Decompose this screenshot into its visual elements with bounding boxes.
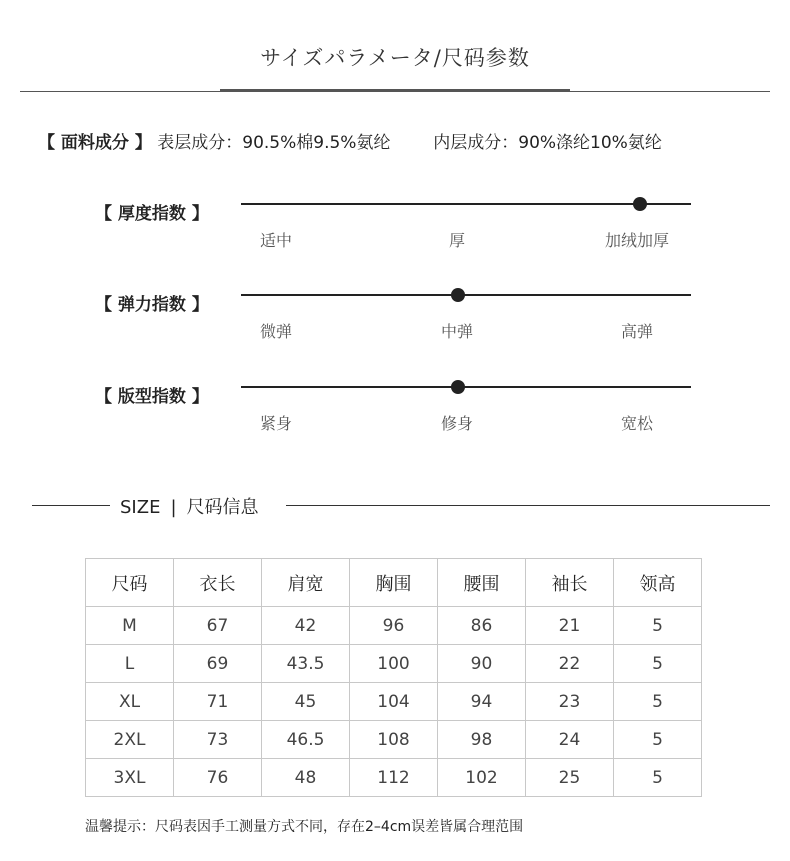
thickness-tick-high: 加绒加厚 bbox=[604, 231, 669, 250]
table-cell: 5 bbox=[614, 607, 702, 645]
fit-scale-line bbox=[241, 386, 691, 388]
size-heading-rule-right bbox=[286, 505, 770, 506]
table-cell: 100 bbox=[350, 645, 438, 683]
table-cell: XL bbox=[86, 683, 174, 721]
table-cell: 23 bbox=[526, 683, 614, 721]
table-cell: L bbox=[86, 645, 174, 683]
thickness-scale-line bbox=[241, 203, 691, 205]
table-cell: 90 bbox=[438, 645, 526, 683]
fabric-composition bbox=[38, 128, 662, 153]
table-cell: 25 bbox=[526, 759, 614, 797]
table-cell: 71 bbox=[174, 683, 262, 721]
fit-tick-low: 紧身 bbox=[259, 414, 292, 433]
table-row bbox=[86, 759, 702, 797]
size-table bbox=[85, 558, 702, 797]
table-cell: 67 bbox=[174, 607, 262, 645]
table-cell: M bbox=[86, 607, 174, 645]
table-cell: 46.5 bbox=[262, 721, 350, 759]
measurement-note: 温馨提示：尺码表因手工测量方式不同，存在2–4cm误差皆属合理范围 bbox=[85, 819, 524, 835]
fabric-outer: 表层成分：90.5%棉9.5%氨纶 bbox=[157, 133, 391, 153]
thickness-tick-mid: 厚 bbox=[448, 231, 465, 250]
fabric-label: 【 面料成分 】 bbox=[38, 133, 152, 153]
header-cell: 尺码 bbox=[86, 559, 174, 607]
elasticity-tick-high: 高弹 bbox=[620, 322, 653, 341]
size-heading-en: SIZE bbox=[120, 497, 161, 518]
table-row bbox=[86, 645, 702, 683]
elasticity-indicator-dot bbox=[451, 288, 465, 302]
table-cell: 5 bbox=[614, 683, 702, 721]
page-title: サイズパラメータ/尺码参数 bbox=[260, 46, 530, 70]
table-cell: 94 bbox=[438, 683, 526, 721]
table-cell: 104 bbox=[350, 683, 438, 721]
table-cell: 102 bbox=[438, 759, 526, 797]
table-cell: 108 bbox=[350, 721, 438, 759]
table-cell: 5 bbox=[614, 759, 702, 797]
size-heading-rule-left bbox=[32, 505, 110, 506]
header-cell: 袖长 bbox=[526, 559, 614, 607]
header-cell: 领高 bbox=[614, 559, 702, 607]
table-cell: 2XL bbox=[86, 721, 174, 759]
fit-indicator-dot bbox=[451, 380, 465, 394]
thickness-tick-low: 适中 bbox=[259, 231, 292, 250]
fit-tick-mid: 修身 bbox=[440, 414, 473, 433]
elasticity-scale-line bbox=[241, 294, 691, 296]
thickness-indicator-dot bbox=[633, 197, 647, 211]
title-underline bbox=[220, 89, 570, 92]
table-header-row bbox=[86, 559, 702, 607]
table-cell: 24 bbox=[526, 721, 614, 759]
table-cell: 45 bbox=[262, 683, 350, 721]
header-cell: 胸围 bbox=[350, 559, 438, 607]
size-heading-cn: 尺码信息 bbox=[186, 497, 259, 518]
table-row bbox=[86, 607, 702, 645]
table-row bbox=[86, 683, 702, 721]
thickness-label: 【 厚度指数 】 bbox=[95, 204, 209, 224]
header-cell: 肩宽 bbox=[262, 559, 350, 607]
table-cell: 22 bbox=[526, 645, 614, 683]
table-cell: 96 bbox=[350, 607, 438, 645]
size-heading bbox=[120, 493, 259, 519]
table-cell: 21 bbox=[526, 607, 614, 645]
elasticity-tick-low: 微弹 bbox=[259, 322, 292, 341]
fabric-inner: 内层成分：90%涤纶10%氨纶 bbox=[433, 133, 662, 153]
elasticity-tick-mid: 中弹 bbox=[440, 322, 473, 341]
table-cell: 3XL bbox=[86, 759, 174, 797]
table-cell: 76 bbox=[174, 759, 262, 797]
table-cell: 86 bbox=[438, 607, 526, 645]
elasticity-label: 【 弹力指数 】 bbox=[95, 295, 209, 315]
table-cell: 5 bbox=[614, 721, 702, 759]
table-cell: 5 bbox=[614, 645, 702, 683]
table-cell: 42 bbox=[262, 607, 350, 645]
table-cell: 98 bbox=[438, 721, 526, 759]
table-cell: 43.5 bbox=[262, 645, 350, 683]
header-cell: 衣长 bbox=[174, 559, 262, 607]
table-cell: 73 bbox=[174, 721, 262, 759]
table-row bbox=[86, 721, 702, 759]
header-cell: 腰围 bbox=[438, 559, 526, 607]
table-cell: 112 bbox=[350, 759, 438, 797]
fit-tick-high: 宽松 bbox=[620, 414, 653, 433]
table-cell: 48 bbox=[262, 759, 350, 797]
table-cell: 69 bbox=[174, 645, 262, 683]
size-heading-separator: | bbox=[170, 497, 177, 518]
fit-label: 【 版型指数 】 bbox=[95, 387, 209, 407]
